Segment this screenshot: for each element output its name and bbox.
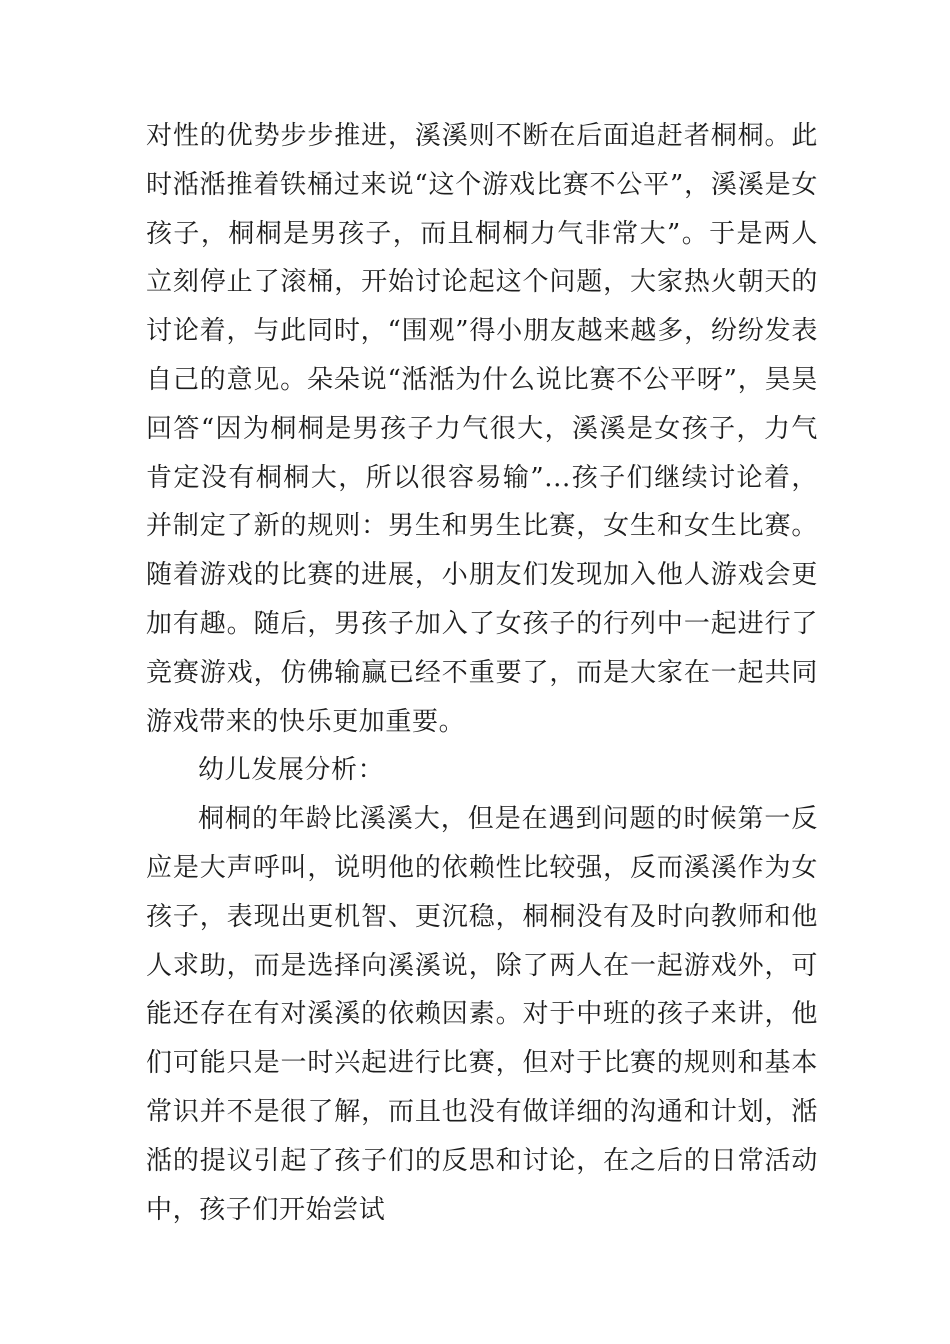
- paragraph-story-continuation: 对性的优势步步推进，溪溪则不断在后面追赶者桐桐。此时湉湉推着铁桶过来说“这个游戏比赛不公平”，溪溪是女孩子，桐桐是男孩子，而且桐桐力气非常大”。于是两人立刻停止了滚桶，开始讨论起这个问题，大家热火朝天的讨论着，与此同时，“围观”得小朋友越来越多，纷纷发表自己的意见。朵朵说“湉湉为什么说比赛不公平呀”，昊昊回答“因为桐桐是男孩子力气很大，溪溪是女孩子，力气肯定没有桐桐大，所以很容易输”...孩子们继续讨论着，并制定了新的规则：男生和男生比赛，女生和女生比赛。随着游戏的比赛的进展，小朋友们发现加入他人游戏会更加有趣。随后，男孩子加入了女孩子的行列中一起进行了竞赛游戏，仿佛输赢已经不重要了，而是大家在一起共同游戏带来的快乐更加重要。: [146, 121, 818, 737]
- document-body: [146, 112, 818, 1234]
- paragraph-analysis-heading: 幼儿发展分析：: [198, 755, 385, 786]
- paragraph-analysis-body: 桐桐的年龄比溪溪大，但是在遇到问题的时候第一反应是大声呼叫，说明他的依赖性比较强，反而溪溪作为女孩子，表现出更机智、更沉稳，桐桐没有及时向教师和他人求助，而是选择向溪溪说，除了两人在一起游戏外，可能还存在有对溪溪的依赖因素。对于中班的孩子来讲，他们可能只是一时兴起进行比赛，但对于比赛的规则和基本常识并不是很了解，而且也没有做详细的沟通和计划，湉湉的提议引起了孩子们的反思和讨论，在之后的日常活动中，孩子们开始尝试: [146, 804, 818, 1225]
